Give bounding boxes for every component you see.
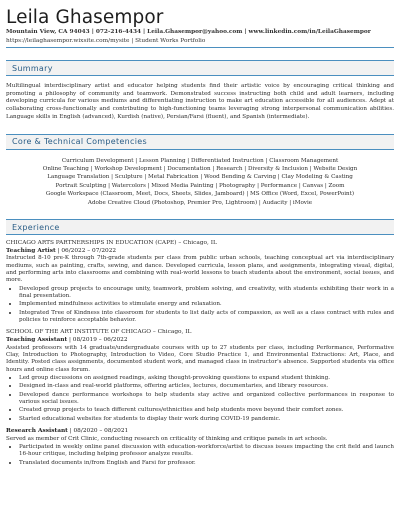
competency-line: Language Translation | Sculpture | Metal Fabrication | Wood Bending & Carving | Clay Modeling & Casting — [47, 174, 353, 181]
job-title: Research Assistant — [6, 427, 68, 434]
job-entry-cape — [6, 240, 394, 324]
job-entry-saic — [6, 329, 394, 423]
list-item: • Integrated Tree of Kindness into classroom for students to list daily acts of compassion, as well as a class contract with rules and policies to reinforce acceptable behavior. — [19, 309, 394, 325]
list-item: • Developed group projects to encourage unity, teamwork, problem solving, and creativity, with students exhibiting their work in a final presentation. — [19, 285, 394, 301]
candidate-name: Leila Ghasempor — [6, 7, 164, 28]
list-item: • Developed dance performance workshops to help students stay active and organized collective performances in response to various social issues. — [19, 391, 394, 407]
section-header-summary — [6, 60, 394, 76]
job-dates: | 08/2020 – 08/2021 — [69, 427, 129, 434]
list-item: • Implemented mindfulness activities to stimulate energy and relaxation. — [19, 300, 394, 308]
job-bullets — [6, 443, 394, 467]
header-divider — [6, 47, 394, 48]
job-bullets — [6, 374, 394, 423]
job-role-line — [6, 248, 394, 256]
list-item: • Participated in weekly online panel discussion with education-workforce/artist to discuss issues impacting the crit field and launch 16-hour critique, including helping professor analyze results. — [19, 443, 394, 459]
competency-line: Google Workspace (Classroom, Meet, Docs, Sheets, Slides, Jamboard) | MS Office (Word, Excel, PowerPoint) — [45, 191, 355, 198]
job-bullets — [6, 285, 394, 324]
section-header-experience — [6, 219, 394, 235]
job-description: Instructed 8-10 pre-K through 7th-grade students per class from public urban schools, teaching conceptual art via interdisciplinary mediums, such as painting, crafts, sewing, and dance. Developed curricula, lesson plans, and assignments, integrating visual, digital, and performing arts into classrooms and combining with real-world lessons to teach students about the environment, social issues, and more. — [6, 255, 394, 284]
list-item: • Translated documents in/from English and Farsi for professor. — [19, 459, 394, 467]
contact-line-2: https://leilaghasempor.wixsite.com/mysite | Student Works Portfolio — [6, 37, 206, 44]
summary-text: Multilingual interdisciplinary artist and educator helping students find their artistic voice by encouraging critical thinking and promoting a philosophy of community and teamwork. Demonstrated success instructing both child and adult learners, including developing curricula for various mediums and differentiating instruction to make art education accessible for all audiences. Adept at collaborating cross-functionally and contributing to high-functioning teams leveraging strong interpersonal communication abilities. Language skills in English (advanced), Kurdish (native), Persian/Farsi (fluent), and Spanish (intermediate). — [6, 83, 394, 120]
job-role-line — [6, 337, 394, 345]
section-header-competencies — [6, 134, 394, 150]
competency-line: Adobe Creative Cloud (Photoshop, Premier Pro, Lightroom) | Audacity | iMovie — [87, 199, 313, 206]
job-dates: | 08/2019 – 06/2022 — [69, 336, 128, 343]
competency-line: Online Teaching | Workshop Development | Documentation | Research | Diversity & Inclusion | Website Design — [42, 166, 358, 172]
list-item: • Led group discussions on assigned readings, asking thought-provoking questions to expand student thinking. — [19, 374, 394, 382]
competencies-list — [6, 157, 394, 207]
job-organization: CHICAGO ARTS PARTNERSHIPS IN EDUCATION (CAPE) – Chicago, IL — [6, 240, 217, 247]
job-description: Assisted professors with 14 graduate/undergraduate courses with up to 27 students per class, including Performance, Performative Clay, Introduction to Photography, Introduction to Video, Core Studio Practice 1, and Environmental Extractions: Art, Place, and Identity. Posted class assignments, documented student work, and managed class in instructor's absence. Supported students via office hours and online class forum. — [6, 344, 394, 373]
section-title-competencies: Core & Technical Competencies — [12, 137, 147, 147]
job-title: Teaching Assistant — [6, 336, 68, 343]
job-title: Teaching Artist — [6, 247, 56, 254]
job-organization: SCHOOL OF THE ART INSTITUTE OF CHICAGO – Chicago, IL — [6, 329, 192, 336]
competency-line: Curriculum Development | Lesson Planning | Differentiated Instruction | Classroom Management — [61, 157, 339, 164]
list-item: • Created group projects to teach different cultures/ethnicities and help students move beyond their comfort zones. — [19, 406, 394, 414]
section-title-summary: Summary — [12, 63, 53, 73]
job-role-line — [6, 428, 394, 436]
job-description: Served as member of Crit Clinic, conducting research on criticality of thinking and critique panels in art schools. — [6, 435, 328, 442]
job-entry-research — [6, 428, 394, 467]
list-item: • Started educational websites for students to display their work during COVID-19 pandemic. — [19, 415, 394, 423]
competency-line: Portrait Sculpting | Watercolors | Mixed Media Painting | Photography | Performance | Canvas | Zoom — [55, 182, 345, 189]
section-title-experience: Experience — [12, 222, 60, 232]
job-dates: | 06/2022 – 07/2022 — [57, 247, 117, 254]
contact-line-1: Mountain View, CA 94043 | 072-216-4434 | Leila.Ghasempor@yahoo.com | www.linkedin.com/in/LeilaGhasempor — [6, 29, 371, 35]
list-item: • Designed in-class and real-world platforms, offering articles, lectures, documentaries, and library resources. — [19, 382, 394, 390]
